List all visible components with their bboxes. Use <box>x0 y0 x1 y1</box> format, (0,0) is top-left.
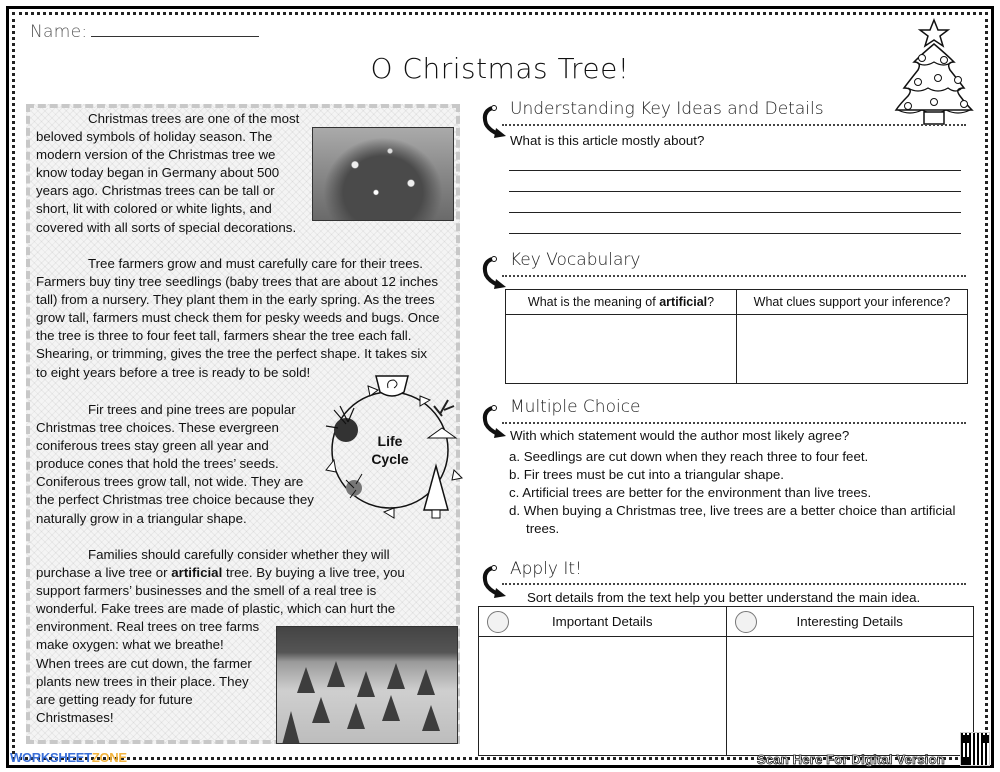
vocab-meaning-answer-cell[interactable] <box>506 315 737 384</box>
dotted-divider <box>502 275 966 277</box>
choice-c[interactable]: c. Artificial trees are better for the environment than live trees. <box>509 485 872 500</box>
christmas-tree-icon <box>892 18 976 126</box>
section-heading-multiple-choice: Multiple Choice <box>510 397 641 417</box>
svg-text:Cycle: Cycle <box>371 451 409 467</box>
dotted-divider <box>502 583 966 585</box>
curved-arrow-icon <box>480 253 510 291</box>
answer-line-2[interactable] <box>509 191 961 192</box>
interesting-details-header: Interesting Details <box>726 607 974 637</box>
key-ideas-question: What is this article mostly about? <box>510 133 705 148</box>
section-heading-key-vocabulary: Key Vocabulary <box>510 250 641 270</box>
tree-farm-photo <box>276 626 458 744</box>
paragraph-4: Families should carefully consider whether they will purchase a live tree or artificial tree. By buying a live tree, you support farmers’ businesses and the smell of a real tree is wonderful. Fake trees are made of plastic, which can hurt the environment. Real trees on tree farms make oxygen: what we breathe! When trees are cut down, the farmer plants new trees in their place. They are getting ready for future Christmases! <box>36 547 405 725</box>
paragraph-3: Fir trees and pine trees are popular Christmas tree choices. These evergreen coniferous trees stay green all year and produce cones that hold the trees’ seeds. Coniferous trees grow tall, not wide. They are the perfect Christmas tree choice because they naturally grow in a triangular shape. <box>36 402 314 526</box>
paragraph-1: Christmas trees are one of the most beloved symbols of holiday season. The modern version of the Christmas tree we know today began in Germany about 500 years ago. Christmas trees can be tall or short, lit with colored or white lights, and covered with all sorts of special decorations. <box>36 111 300 235</box>
important-details-header: Important Details <box>479 607 727 637</box>
section-heading-key-ideas: Understanding Key Ideas and Details <box>510 99 824 119</box>
vocab-col-clues-header: What clues support your inference? <box>737 290 968 315</box>
name-blank-line[interactable] <box>91 23 259 37</box>
answer-line-3[interactable] <box>509 212 961 213</box>
article-passage <box>26 104 460 744</box>
curved-arrow-icon <box>480 402 510 440</box>
grinning-face-icon <box>735 611 757 633</box>
dotted-divider <box>502 422 966 424</box>
svg-text:Life: Life <box>377 433 403 449</box>
choice-d[interactable]: d. When buying a Christmas tree, live trees are a better choice than artificial <box>509 503 956 518</box>
curved-arrow-icon <box>480 562 510 600</box>
choice-b[interactable]: b. Fir trees must be cut into a triangular shape. <box>509 467 784 482</box>
curved-arrow-icon <box>480 102 510 140</box>
vocab-col-meaning-header: What is the meaning of artificial? <box>506 290 737 315</box>
important-details-cell[interactable] <box>479 637 727 756</box>
name-field[interactable] <box>30 22 259 42</box>
details-sort-table <box>478 606 974 756</box>
paragraph-2: Tree farmers grow and must carefully care for their trees. Farmers buy tiny tree seedlings (baby trees that are about 12 inches tall) from a nursery. They plant them in the early spring. As the trees grow tall, farmers must check them for pesky weeds and bugs. Once the tree is three to four feet tall, farmers shear the tree each fall. Shearing, or trimming, gives the tree the perfect shape. It takes six to eight years before a tree is ready to be sold! <box>36 256 440 380</box>
section-heading-apply-it: Apply It! <box>510 559 582 579</box>
choice-a[interactable]: a. Seedlings are cut down when they reach three to four feet. <box>509 449 869 464</box>
apply-instruction: Sort details from the text help you better understand the main idea. <box>527 590 921 605</box>
scan-for-digital-label: Scan Here For Digital Version <box>757 752 945 767</box>
answer-line-4[interactable] <box>509 233 961 234</box>
interesting-details-cell[interactable] <box>726 637 974 756</box>
vocabulary-table <box>505 289 968 384</box>
dotted-divider <box>502 124 966 126</box>
choice-d-continued: trees. <box>526 521 560 536</box>
worksheet-zone-logo: WORKSHEETZONE <box>10 750 127 765</box>
answer-line-1[interactable] <box>509 170 961 171</box>
smiley-magnifier-icon <box>487 611 509 633</box>
multiple-choice-question: With which statement would the author most likely agree? <box>510 428 850 443</box>
christmas-tree-photo <box>312 127 454 221</box>
vocab-clues-answer-cell[interactable] <box>737 315 968 384</box>
life-cycle-diagram <box>316 370 464 520</box>
qr-code-icon[interactable] <box>960 732 990 766</box>
name-label: Name: <box>30 22 88 42</box>
page-title: O Christmas Tree! <box>370 52 630 85</box>
